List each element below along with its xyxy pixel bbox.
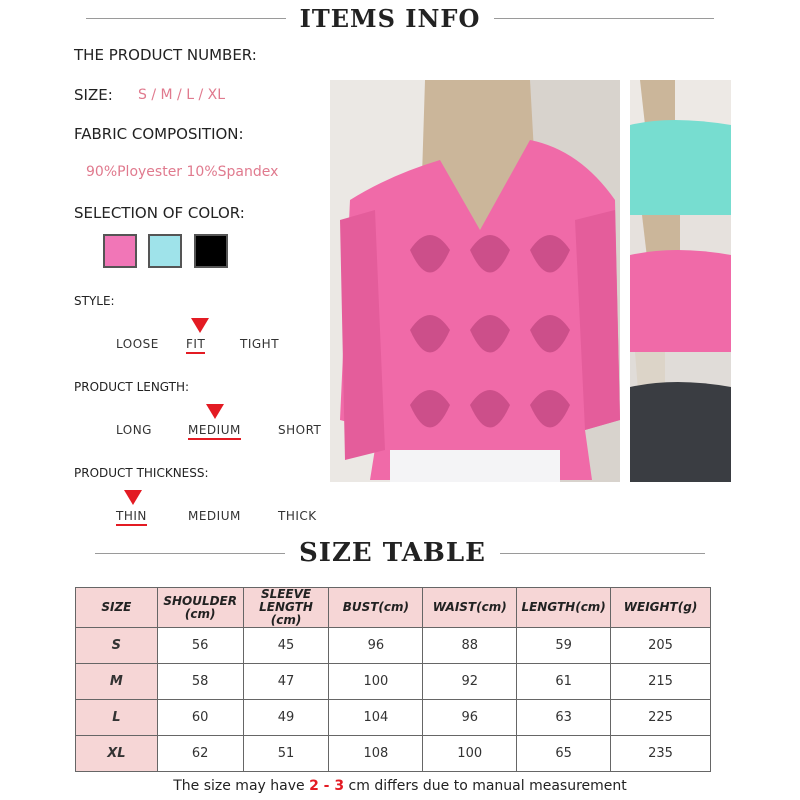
table-cell: 100	[329, 664, 423, 700]
thumb-illustration	[630, 215, 731, 352]
table-cell: 49	[243, 700, 329, 736]
table-cell: 63	[517, 700, 611, 736]
table-cell: 58	[157, 664, 243, 700]
table-cell: 45	[243, 628, 329, 664]
column-header: SLEEVE LENGTH (cm)	[243, 588, 329, 628]
size-cell: L	[76, 700, 158, 736]
main-product-photo	[330, 80, 620, 482]
thickness-option-thin: THIN	[116, 509, 147, 526]
selected-indicator-icon	[124, 490, 142, 505]
column-header: LENGTH(cm)	[517, 588, 611, 628]
size-note	[0, 778, 800, 794]
style-option-tight: TIGHT	[240, 337, 280, 351]
table-cell: 61	[517, 664, 611, 700]
color-swatch-cyan[interactable]	[148, 234, 182, 268]
table-row	[76, 736, 711, 772]
table-cell: 108	[329, 736, 423, 772]
column-header: WAIST(cm)	[423, 588, 517, 628]
column-header: SIZE	[76, 588, 158, 628]
size-value: S / M / L / XL	[138, 87, 226, 103]
color-swatch-black[interactable]	[194, 234, 228, 268]
table-cell: 62	[157, 736, 243, 772]
table-cell: 88	[423, 628, 517, 664]
divider	[86, 18, 286, 19]
color-label: SELECTION OF COLOR:	[74, 204, 245, 222]
table-cell: 59	[517, 628, 611, 664]
table-cell: 96	[329, 628, 423, 664]
column-header: SHOULDER (cm)	[157, 588, 243, 628]
items-info-title: ITEMS INFO	[299, 4, 481, 33]
length-option-short: SHORT	[278, 423, 322, 437]
thickness-label: PRODUCT THICKNESS:	[74, 466, 209, 480]
selected-indicator-icon	[191, 318, 209, 333]
thumbnail-black[interactable]	[630, 352, 731, 482]
thumbnail-cyan[interactable]	[630, 80, 731, 215]
fabric-value: 90%Ployester 10%Spandex	[86, 164, 279, 180]
size-label: SIZE:	[74, 86, 113, 104]
table-cell: 96	[423, 700, 517, 736]
table-cell: 104	[329, 700, 423, 736]
table-cell: 100	[423, 736, 517, 772]
style-option-fit: FIT	[186, 337, 205, 354]
length-label: PRODUCT LENGTH:	[74, 380, 190, 394]
size-cell: XL	[76, 736, 158, 772]
table-cell: 225	[611, 700, 711, 736]
fabric-label: FABRIC COMPOSITION:	[74, 125, 244, 143]
note-text-before: The size may have	[173, 778, 310, 794]
size-cell: M	[76, 664, 158, 700]
size-table	[75, 587, 711, 772]
style-option-loose: LOOSE	[116, 337, 159, 351]
divider	[494, 18, 714, 19]
thumbnail-pink[interactable]	[630, 215, 731, 352]
table-row	[76, 700, 711, 736]
table-cell: 205	[611, 628, 711, 664]
items-info-header	[0, 4, 800, 33]
table-cell: 235	[611, 736, 711, 772]
divider	[95, 553, 285, 554]
size-table-title: SIZE TABLE	[299, 538, 486, 568]
note-highlight: 2 - 3	[309, 778, 345, 794]
divider	[500, 553, 705, 554]
selected-indicator-icon	[206, 404, 224, 419]
note-text-after: cm differs due to manual measurement	[344, 778, 627, 794]
table-cell: 47	[243, 664, 329, 700]
table-cell: 51	[243, 736, 329, 772]
sweater-illustration	[330, 80, 620, 482]
table-cell: 60	[157, 700, 243, 736]
length-option-medium: MEDIUM	[188, 423, 241, 440]
table-cell: 215	[611, 664, 711, 700]
column-header: WEIGHT(g)	[611, 588, 711, 628]
table-cell: 92	[423, 664, 517, 700]
table-cell: 65	[517, 736, 611, 772]
table-row	[76, 628, 711, 664]
size-cell: S	[76, 628, 158, 664]
length-option-long: LONG	[116, 423, 152, 437]
color-swatch-pink[interactable]	[103, 234, 137, 268]
product-number-label: THE PRODUCT NUMBER:	[74, 46, 257, 64]
thumb-illustration	[630, 352, 731, 482]
style-label: STYLE:	[74, 294, 115, 308]
thumb-illustration	[630, 80, 731, 215]
table-header-row	[76, 588, 711, 628]
thickness-option-medium: MEDIUM	[188, 509, 241, 523]
column-header: BUST(cm)	[329, 588, 423, 628]
size-table-header	[0, 538, 800, 568]
thickness-option-thick: THICK	[278, 509, 317, 523]
table-row	[76, 664, 711, 700]
table-cell: 56	[157, 628, 243, 664]
